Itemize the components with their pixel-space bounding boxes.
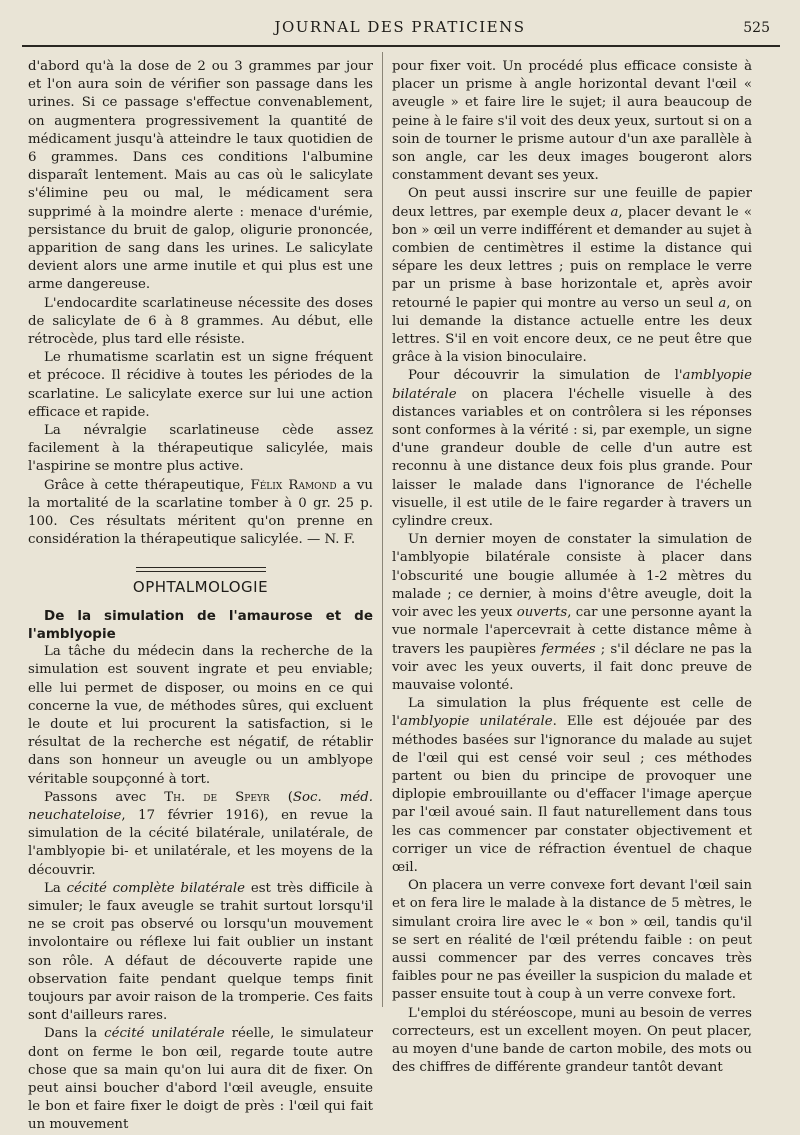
italic-term: fermées bbox=[541, 641, 596, 657]
paragraph: pour fixer voit. Un procédé plus efficace consiste à placer un prisme à angle horizontal devant l'œil « aveugle » et faire lire le sujet; il aura beaucoup de peine à le faire s'il voit des deux yeux, surtout si on a soin de tourner le prisme autour d'un axe parallèle à son angle, car les deux images bougeront alors constamment devant ses yeux. bbox=[392, 59, 752, 184]
paragraph bbox=[392, 185, 752, 367]
left-column bbox=[28, 58, 373, 1135]
page-number: 525 bbox=[743, 20, 770, 36]
paragraph bbox=[392, 695, 752, 877]
text-run: Pour découvrir la simulation de l' bbox=[408, 368, 683, 384]
paragraph bbox=[28, 1025, 373, 1134]
author-name: Félix Ramond bbox=[250, 477, 337, 493]
paragraph: L'endocardite scarlatineuse nécessite des doses de salicylate de 6 à 8 grammes. Au début, elle rétrocède, plus tard elle résiste. bbox=[28, 295, 373, 348]
header-rule bbox=[22, 45, 780, 47]
paragraph: La névralgie scarlatineuse cède assez facilement à la thérapeutique salicylée, mais l'aspirine se montre plus active. bbox=[28, 423, 373, 475]
paragraph: On placera un verre convexe fort devant l'œil sain et on fera lire le malade à la distance de 5 mètres, le simulant croira lire avec le « bon » œil, tandis qu'il se sert en réalité de l'œil prétendu faible : on peut aussi commencer par des verres concaves très faibles pour ne pas éveiller la suspicion du malade et passer ensuite tout à coup à un verre convexe fort. bbox=[392, 878, 752, 1003]
text-run: ; s'il déclare ne pas la voir avec les yeux ouverts, il fait donc preuve de mauvaise volonté. bbox=[392, 641, 753, 693]
text-run: on placera l'échelle visuelle à des distances variables et on contrôlera si les réponses sont conformes à la vérité : si, par exemple, un signe d'une grandeur double de celle d'un autre est reconnu à une distance deux fois plus grande. Pour laisser le malade dans l'ignorance de l'échelle visuelle, il est utile de le faire regarder à travers un cylindre creux. bbox=[392, 386, 752, 530]
italic-term: ouverts bbox=[516, 605, 568, 621]
column-divider bbox=[382, 52, 383, 1007]
text-run: Un dernier moyen de constater la simulation de l'amblyopie bilatérale consiste à placer dans l'obscurité une bougie allumée à 1-2 mètres du malade ; ce dernier, à moins d'être aveugle, doit la voir avec les yeux bbox=[392, 532, 752, 621]
section-heading: OPHTALMOLOGIE bbox=[132, 578, 269, 597]
text-run: réelle, le simulateur dont on ferme le bon œil, regarde toute autre chose que sa main qu'on lui aura dit de fixer. On peut ainsi boucher d'abord l'œil aveugle, ensuite le bon et faire fixer le doigt de près : l'œil qui fait un mouvement bbox=[28, 1026, 373, 1133]
paragraph: La tâche du médecin dans la recherche de la simulation est souvent ingrate et peu enviable; elle lui permet de disposer, ou moins en ce qui concerne la vue, de méthodes sûres, qui excluent le doute et lui procurent la satisfaction, si le résultat de la recherche est négatif, de rétablir dans son honneur un aveugle ou un amblyope véritable soupçonné à tort. bbox=[28, 644, 373, 787]
paragraph: d'abord qu'à la dose de 2 ou 3 grammes par jour et l'on aura soin de vérifier son passage dans les urines. Si ce passage s'effectue convenablement, on augmentera progressivement la quantité de médicament jusqu'à atteindre le taux quotidien de 6 grammes. Dans ces conditions l'albumine disparaît lentement. Mais au cas où le salicylate s'élimine peu ou mal, le médicament sera supprimé à la moindre alerte : menace d'urémie, persistance du bruit de galop, oligurie prononcée, apparition de sang dans les urines. Le salicylate devient alors une arme inutile et qui plus est une arme dangereuse. bbox=[28, 59, 373, 293]
text-run: Grâce à cette thérapeutique, bbox=[44, 477, 251, 493]
italic-term: amblyopie bilatérale bbox=[392, 368, 752, 402]
text-run: est très difficile à simuler; le faux aveugle se trahit surtout lorsqu'il ne se croit pas observé ou lorsqu'un mouvement involontaire ou réflexe lui fait oublier un instant son rôle. A défaut de découverte rapide une observation faite pendant quelque temps finit toujours par avoir raison de la tromperie. Ces faits sont d'ailleurs rares. bbox=[28, 880, 374, 1024]
text-run: Passons avec bbox=[44, 789, 165, 805]
section-divider bbox=[136, 567, 266, 572]
text-run: , 17 février 1916), en revue la simulation de la cécité bilatérale, unilatérale, de l'amblyopie bi- et unilatérale, et les moyens de la découvrir. bbox=[28, 807, 373, 878]
paragraph bbox=[28, 789, 373, 880]
source-citation: Soc. méd. neuchateloise bbox=[28, 789, 374, 823]
italic-term: cécité unilatérale bbox=[104, 1026, 225, 1042]
text-run: . Elle est déjouée par des méthodes basées sur l'ignorance du malade au sujet de l'œil qui est censé voir seul ; ces méthodes partent ou bien du principe de provoquer une diplopie embrouillante ou d'effacer l'image aperçue par l'œil avoué sain. Il faut naturellement dans tous les cas commencer par constater objectivement et corriger un vice de réfraction éventuel de chaque œil. bbox=[392, 714, 752, 875]
article-heading: De la simulation de l'amaurose et de l'amblyopie bbox=[28, 607, 373, 642]
running-title: JOURNAL DES PRATICIENS bbox=[274, 18, 526, 36]
italic-term: a bbox=[610, 204, 619, 220]
italic-term: amblyopie unilatérale bbox=[399, 714, 553, 730]
text-run: On peut aussi inscrire sur une feuille de papier deux lettres, par exemple deux bbox=[392, 186, 752, 220]
text-run: , on lui demande la distance actuelle entre les deux lettres. S'il en voit encore deux, ce ne peut être que grâce à la vision binoculaire. bbox=[392, 295, 752, 366]
text-run: La simulation la plus fréquente est celle de l' bbox=[392, 696, 752, 730]
page-header bbox=[0, 18, 800, 40]
paragraph bbox=[392, 367, 752, 531]
paragraph bbox=[28, 880, 373, 1026]
right-column bbox=[392, 58, 752, 1077]
text-run: ( bbox=[269, 789, 293, 805]
paragraph bbox=[28, 477, 373, 550]
text-run: , car une personne ayant la vue normale l'apercevrait à cette distance même à travers les paupières bbox=[392, 605, 753, 657]
text-run: La bbox=[44, 880, 67, 896]
paragraph: Le rhumatisme scarlatin est un signe fréquent et précoce. Il récidive à toutes les périodes de la scarlatine. Le salicylate exerce sur lui une action efficace et rapide. bbox=[28, 350, 373, 420]
paragraph bbox=[392, 531, 752, 695]
paragraph: L'emploi du stéréoscope, muni au besoin de verres correcteurs, est un excellent moyen. On peut placer, au moyen d'une bande de carton mobile, des mots ou des chiffres de différente grandeur tantôt devant bbox=[392, 1005, 752, 1076]
italic-term: a bbox=[718, 295, 727, 311]
text-run: a vu la mortalité de la scarlatine tomber à 0 gr. 25 p. 100. Ces résultats méritent qu'on prenne en considération la thérapeutique salicylée. — N. F. bbox=[28, 477, 373, 548]
author-name: Th. de Speyr bbox=[164, 789, 270, 805]
text-run: Dans la bbox=[44, 1026, 105, 1042]
italic-term: cécité complète bilatérale bbox=[66, 880, 245, 896]
text-run: , placer devant le « bon » œil un verre indifférent et demander au sujet à combien de centimètres il estime la distance qui sépare les deux lettres ; puis on remplace le verre par un prisme à base horizontale et, après avoir retourné le papier qui montre au verso un seul bbox=[392, 204, 752, 311]
